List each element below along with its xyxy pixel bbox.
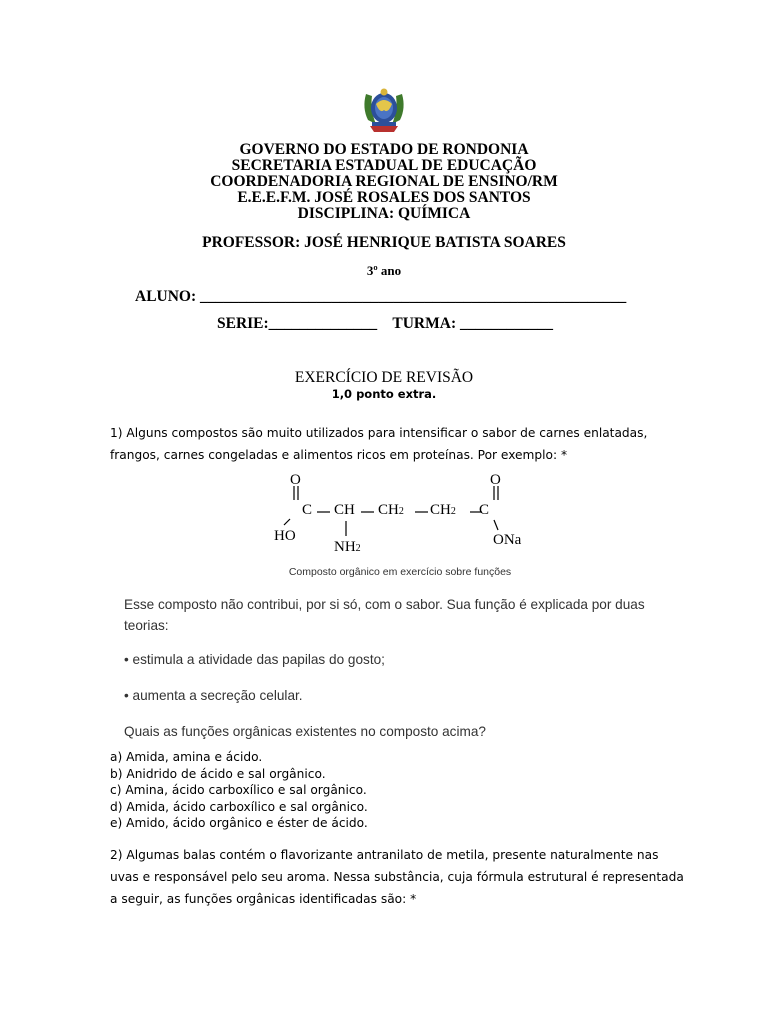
option-b[interactable]: b) Anidrido de ácido e sal orgânico. [110,766,326,781]
header-line-discipline: DISCIPLINA: QUÍMICA [297,205,471,222]
image-paragraph-line-1: Esse composto não contribui, por si só, com o sabor. Sua função é explicada por duas [124,597,645,612]
image-bullet-1: • estimula a atividade das papilas do gosto; [124,652,385,667]
header-line-government: GOVERNO DO ESTADO DE RONDONIA [239,141,529,158]
option-d[interactable]: d) Amida, ácido carboxílico e sal orgânico. [110,799,368,814]
image-question: Quais as funções orgânicas existentes no composto acima? [124,724,486,739]
state-crest-logo [358,86,410,136]
question-1-line-1: 1) Alguns compostos são muito utilizados para intensificar o sabor de carnes enlatadas, [110,426,648,440]
option-a[interactable]: a) Amida, amina e ácido. [110,750,263,764]
option-c[interactable]: c) Amina, ácido carboxílico e sal orgânico. [110,783,367,798]
grade-line: 3º ano [366,263,402,278]
hydroxyl-group: HO [274,528,296,544]
carbon-1: C [302,502,313,518]
question-1-line-2: frangos, carnes congeladas e alimentos ricos em proteínas. Por exemplo: * [110,448,568,462]
oxygen-left: O [290,472,301,488]
series-class-fields[interactable]: SERIE:______________ TURMA: ____________ [217,315,553,332]
ch2-group-a [378,502,404,519]
ch2-a-text: CH [378,502,399,518]
ch2-b-text: CH [430,502,451,518]
image-paragraph-line-2: teorias: [124,618,169,633]
amino-group [334,539,361,556]
question-2-line-3: a seguir, as funções orgânicas identificadas são: * [110,892,417,906]
professor-line: PROFESSOR: JOSÉ HENRIQUE BATISTA SOARES [202,234,566,251]
amino-text: NH [334,539,356,555]
header-line-secretariat: SECRETARIA ESTADUAL DE EDUCAÇÃO [231,157,537,174]
ch2-a-subscript: 2 [398,506,404,517]
header-line-school: E.E.E.F.M. JOSÉ ROSALES DOS SANTOS [237,189,531,206]
ch2-group-b [430,502,456,519]
question-2-line-2: uvas e responsável pelo seu aroma. Nessa substância, cuja fórmula estrutural é representada [110,870,684,884]
question-2-line-1: 2) Algumas balas contém o flavorizante antranilato de metila, presente naturalmente nas [110,848,659,862]
sodium-carboxylate-group: ONa [493,532,522,548]
student-name-field[interactable]: ALUNO: _______________________________________________________ [135,288,627,305]
ch2-b-subscript: 2 [450,506,456,517]
oxygen-right: O [490,472,501,488]
ch-group: CH [334,502,355,518]
figure-caption: Composto orgânico em exercício sobre funções [288,566,512,578]
amino-subscript: 2 [355,543,361,554]
chemical-structure-diagram [262,470,552,562]
exercise-subtitle: 1,0 ponto extra. [331,387,437,401]
image-bullet-2: • aumenta a secreção celular. [124,688,303,703]
exercise-title: EXERCÍCIO DE REVISÃO [294,369,474,386]
header-line-coordination: COORDENADORIA REGIONAL DE ENSINO/RM [210,173,558,190]
carbon-2: C [479,502,490,518]
option-e[interactable]: e) Amido, ácido orgânico e éster de ácido. [110,816,368,831]
